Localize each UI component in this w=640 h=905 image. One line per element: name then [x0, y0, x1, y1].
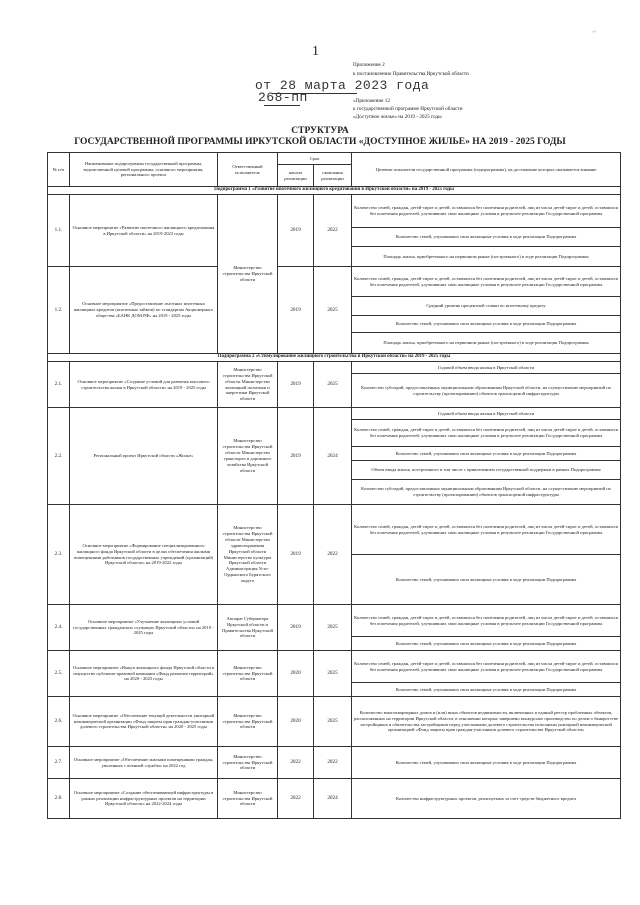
corner-mark: ~' — [592, 30, 597, 36]
row-num: 1.2. — [48, 267, 70, 354]
row-indicator: Количество субсидий, предоставленных муниципальным образованиям Иркутской области, на осуществление мероприятий по строительству (проектированию) объектов транспортной инфраструктуры — [352, 480, 621, 505]
row-num: 2.2. — [48, 408, 70, 505]
page-number: 1 — [312, 44, 319, 59]
table-row — [48, 651, 621, 683]
header-program-name: «Доступное жилье» на 2019 - 2025 годы — [353, 114, 442, 120]
number-stamp: 268-пп — [258, 90, 308, 105]
row-num: 2.4. — [48, 605, 70, 651]
row-indicator: Количество семей, граждан, детей-сирот и детей, оставшихся без попечения родителей, лиц из числа детей-сирот и детей, оставшихся без попечения родителей, улучшивших свои жилищные условия в результате реализации Государственной программы — [352, 505, 621, 555]
row-num: 2.6. — [48, 697, 70, 747]
row-start: 2019 — [278, 408, 314, 505]
row-start: 2019 — [278, 505, 314, 605]
document-title: СТРУКТУРА — [291, 126, 349, 136]
row-name: Основное мероприятие «Выкуп жилищного фонда Иркутской области в имущество публично-правовой компании «Фонд развития территорий» на 2020 - 2025 годы — [70, 651, 218, 697]
row-num: 2.3. — [48, 505, 70, 605]
row-num: 2.7. — [48, 747, 70, 779]
row-indicator: Количество субсидий, предоставленных муниципальным образованиям Иркутской области, на осуществление мероприятий по строительству (проектированию) объектов транспортной инфраструктуры — [352, 374, 621, 408]
row-num: 1.1. — [48, 195, 70, 267]
row-indicator: Объем ввода жилья, построенного в том числе с привлечением государственной поддержки в рамках Подпрограммы — [352, 461, 621, 480]
row-executor: Министерство строительства Иркутской области Министерство здравоохранения Иркутской области Министерство культуры Иркутской области Администрация Усть-Ордынского Бурятского округа — [218, 505, 278, 605]
table-row — [48, 267, 621, 297]
row-name: Региональный проект Иркутской области «Жилье» — [70, 408, 218, 505]
table-row — [48, 505, 621, 555]
table-header-row — [48, 153, 621, 165]
header-name: Наименование подпрограммы государственной программы, ведомственной целевой программы, основного мероприятия, регионального проекта — [70, 153, 218, 187]
row-indicator: Количество семей, улучшивших свои жилищные условия в ходе реализации Подпрограммы — [352, 447, 621, 461]
row-indicator: Количество семей, граждан, детей-сирот и детей, оставшихся без попечения родителей, лиц из числа детей-сирот и детей, оставшихся без попечения родителей, улучшивших свои жилищные условия в результате реализации Государственной программы — [352, 651, 621, 683]
row-indicator: Годовой объем ввода жилья в Иркутской области — [352, 408, 621, 420]
table-row — [48, 779, 621, 819]
row-start: 2019 — [278, 605, 314, 651]
subprogram-row — [48, 187, 621, 195]
row-indicator: Количество семей, граждан, детей-сирот и детей, оставшихся без попечения родителей, лиц из числа детей-сирот и детей, оставшихся без попечения родителей, улучшивших свои жилищные условия в результате реализации Государственной программы — [352, 195, 621, 228]
row-indicator: Количество семей, улучшивших свои жилищные условия в ходе реализации Подпрограммы — [352, 747, 621, 779]
header-executor: Ответственный исполнитель — [218, 153, 278, 187]
row-indicator: Средний уровень процентной ставки по ипотечному кредиту — [352, 297, 621, 316]
row-end: 2025 — [314, 697, 352, 747]
table-row — [48, 747, 621, 779]
row-executor: Министерство строительства Иркутской области Министерство жилищной политики и энергетики Иркутской области — [218, 362, 278, 408]
row-indicator: Количество семей, граждан, детей-сирот и детей, оставшихся без попечения родителей, лиц из числа детей-сирот и детей, оставшихся без попечения родителей, улучшивших свои жилищные условия в результате реализации Государственной программы — [352, 605, 621, 637]
row-name: Основное мероприятие «Обеспечение жилыми помещениями граждан, уволенных с военной службы» на 2022 год — [70, 747, 218, 779]
row-end: 2025 — [314, 267, 352, 354]
row-indicator: Площадь жилья, приобретенного на первичном рынке (построенного) в ходе реализации Подпрограммы — [352, 247, 621, 267]
table-row — [48, 362, 621, 374]
row-start: 2022 — [278, 779, 314, 819]
header-end: окончания реализации — [314, 165, 352, 187]
subprogram-row — [48, 354, 621, 362]
table-row — [48, 697, 621, 747]
header-indicators: Целевые показатели государственной программы (подпрограммы), на достижение которых оказывается влияние — [352, 153, 621, 187]
row-start: 2020 — [278, 697, 314, 747]
header-appendix: Приложение 2 — [353, 62, 385, 68]
row-end: 2025 — [314, 651, 352, 697]
number-underline — [264, 105, 300, 106]
row-end: 2024 — [314, 779, 352, 819]
row-indicator: Количество семей, улучшивших свои жилищные условия в ходе реализации Подпрограммы — [352, 316, 621, 333]
row-indicator: Количество семей, граждан, детей-сирот и детей, оставшихся без попечения родителей, лиц из числа детей-сирот и детей, оставшихся без попечения родителей, улучшивших свои жилищные условия в результате реализации Государственной программы — [352, 420, 621, 447]
row-executor: Министерство строительства Иркутской области — [218, 651, 278, 697]
row-start: 2019 — [278, 267, 314, 354]
row-end: 2022 — [314, 505, 352, 605]
header-start: начала реализации — [278, 165, 314, 187]
row-name: Основное мероприятие «Обеспечение текущей деятельности унитарной некоммерческой организации «Фонд защиты прав граждан-участников долевого строительства Иркутской области» на 2020 - 2025 годы — [70, 697, 218, 747]
row-start: 2019 — [278, 195, 314, 267]
row-indicator: Количество семей, улучшивших свои жилищные условия в ходе реализации Подпрограммы — [352, 228, 621, 247]
row-num: 2.8. — [48, 779, 70, 819]
row-executor: Министерство строительства Иркутской области — [218, 747, 278, 779]
subprogram-2-title: Подпрограмма 2 «Стимулирование жилищного строительства в Иркутской области» на 2019 - 2025 годы — [48, 354, 621, 362]
row-num: 2.1. — [48, 362, 70, 408]
row-end: 2024 — [314, 408, 352, 505]
header-term: Срок — [278, 153, 352, 165]
row-name: Основное мероприятие «Предоставление льготных ипотечных жилищных кредитов (ипотечных займов) по стандартам Акционерного общества «БАНК ДОМ.РФ» на 2019 - 2025 годы — [70, 267, 218, 354]
header-program-ref: к государственной программе Иркутской области — [353, 106, 463, 112]
row-end: 2022 — [314, 747, 352, 779]
row-indicator: Количество семей, улучшивших свои жилищные условия в ходе реализации Подпрограммы — [352, 637, 621, 651]
program-structure-table — [47, 152, 621, 819]
row-end: 2025 — [314, 605, 352, 651]
document-subtitle: ГОСУДАРСТВЕННОЙ ПРОГРАММЫ ИРКУТСКОЙ ОБЛАСТИ «ДОСТУПНОЕ ЖИЛЬЕ» НА 2019 - 2025 ГОДЫ — [74, 137, 566, 147]
date-stamp: от 28 марта 2023 года — [255, 78, 430, 93]
table-row — [48, 195, 621, 228]
row-executor: Министерство строительства Иркутской области — [218, 195, 278, 354]
header-decree: к постановлению Правительства Иркутской области — [353, 71, 469, 77]
row-indicator: Площадь жилья, приобретенного на первичном рынке (построенного) в ходе реализации Подпрограммы — [352, 333, 621, 354]
row-indicator: Годовой объем ввода жилья в Иркутской области — [352, 362, 621, 374]
row-start: 2020 — [278, 651, 314, 697]
table-row — [48, 605, 621, 637]
row-name: Основное мероприятие «Формирование специализированного жилищного фонда Иркутской области в целях обеспечения жилыми помещениями работников государственных учреждений (организаций) Иркутской области» на 2019-2022 годы — [70, 505, 218, 605]
row-executor: Министерство строительства Иркутской области Министерство транспорта и дорожного хозяйства Иркутской области — [218, 408, 278, 505]
row-name: Основное мероприятие «Развитие ипотечного жилищного кредитования в Иркутской области» на 2019-2023 годы — [70, 195, 218, 267]
row-indicator: Количество многоквартирных домов и (или) иных объектов недвижимости, включенных в единый реестр проблемных объектов, расположенных на территории Иркутской области, в отношении которых завершено конкурсное производство по делам о банкротстве застройщиков и обязательства застройщиков перед участниками долевого строительства исполнены унитарной некоммерческой организацией «Фонд защиты прав граждан-участников долевого строительства Иркутской области» — [352, 697, 621, 747]
row-indicator: Количество семей, улучшивших свои жилищные условия в ходе реализации Подпрограммы — [352, 555, 621, 605]
row-end: 2025 — [314, 362, 352, 408]
row-indicator: Количество инфраструктурных проектов, реализуемых за счет средств бюджетного кредита — [352, 779, 621, 819]
row-name: Основное мероприятие «Улучшение жилищных условий государственных гражданских служащих Иркутской области» на 2019 - 2025 годы — [70, 605, 218, 651]
header-num: № п/п — [48, 153, 70, 187]
row-executor: Аппарат Губернатора Иркутской области и Правительства Иркутской области — [218, 605, 278, 651]
row-start: 2019 — [278, 362, 314, 408]
header-program-appendix: «Приложение 12 — [353, 98, 390, 104]
subprogram-1-title: Подпрограмма 1 «Развитие ипотечного жилищного кредитования в Иркутской области» на 2019 - 2025 годы — [48, 187, 621, 195]
row-name: Основное мероприятие «Создание обеспечивающей инфраструктуры в рамках реализации инфраструктурных проектов на территории Иркутской области» на 2022-2024 годы — [70, 779, 218, 819]
row-num: 2.5. — [48, 651, 70, 697]
row-start: 2022 — [278, 747, 314, 779]
row-indicator: Количество семей, улучшивших свои жилищные условия в ходе реализации Подпрограммы — [352, 683, 621, 697]
row-executor: Министерство строительства Иркутской области — [218, 779, 278, 819]
row-indicator: Количество семей, граждан, детей-сирот и детей, оставшихся без попечения родителей, лиц из числа детей-сирот и детей, оставшихся без попечения родителей, улучшивших свои жилищные условия в результате реализации Государственной программы — [352, 267, 621, 297]
row-name: Основное мероприятие «Создание условий для развития массового строительства жилья в Иркутской области» на 2019 - 2025 годы — [70, 362, 218, 408]
table-row — [48, 408, 621, 420]
row-executor: Министерство строительства Иркутской области — [218, 697, 278, 747]
row-end: 2022 — [314, 195, 352, 267]
